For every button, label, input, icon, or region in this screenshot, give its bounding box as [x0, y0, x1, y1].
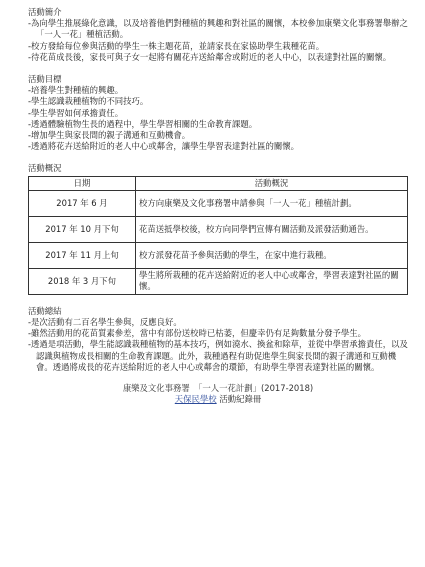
- column-header-overview: 活動概況: [136, 176, 408, 190]
- goals-heading: 活動目標: [28, 74, 62, 85]
- table-row: [29, 216, 408, 242]
- row-date: 2017 年 6 月: [29, 190, 136, 216]
- intro-section: [28, 7, 408, 63]
- table-row: [29, 268, 408, 294]
- footer-school-name: 天保民學校: [174, 394, 217, 405]
- goal-line: -透過體驗植物生長的過程中，學生學習相關的生命教育課題。: [28, 118, 258, 129]
- page-footer: [28, 383, 408, 405]
- table-row: [29, 242, 408, 268]
- intro-line: -校方發給每位參與活動的學生一株主題花苗，並請家長在家協助學生栽種花苗。: [28, 40, 325, 51]
- summary-line: -雖然活動用的花苗質素參差，當中有部份送校時已枯萎，但慶幸仍有足夠數量分發予學生。: [28, 328, 367, 339]
- row-date: 2017 年 11 月上旬: [29, 242, 136, 268]
- row-desc: 花苗送抵學校後，校方向同學們宣傳有關活動及派發活動通告。: [136, 216, 408, 242]
- overview-section: [28, 163, 408, 294]
- table-row: [29, 190, 408, 216]
- summary-line: -透過是項活動，學生能認識栽種植物的基本技巧，例如澆水、換盆和除草，並從中學習承擔責任，以及認識與植物成長相關的生命教育課題。此外，栽種過程有助促進學生與家長間的親子溝通和互動機會。透過將成長的花卉送給附近的老人中心或鄰舍的環節，有助學生學習表達對社區的關懷。: [28, 339, 408, 372]
- summary-heading: 活動總結: [28, 305, 62, 316]
- row-date: 2018 年 3 月下旬: [29, 268, 136, 294]
- row-date: 2017 年 10 月下旬: [29, 216, 136, 242]
- footer-record-title: 活動紀錄冊: [219, 394, 262, 405]
- goals-section: [28, 74, 408, 152]
- goal-line: -學生認識栽種植物的不同技巧。: [28, 96, 149, 107]
- column-header-date: 日期: [29, 176, 136, 190]
- table-header-row: [29, 176, 408, 190]
- row-desc: 校方向康樂及文化事務署申請參與「一人一花」種植計劃。: [136, 190, 408, 216]
- overview-heading: 活動概況: [28, 163, 62, 174]
- intro-heading: 活動簡介: [28, 7, 62, 17]
- summary-line: -是次活動有二百名學生參與，反應良好。: [28, 317, 182, 328]
- goal-line: -學生學習如何承擔責任。: [28, 107, 124, 118]
- footer-program-line: 康樂及文化事務署 「一人一花計劃」(2017-2018): [122, 383, 314, 394]
- goal-line: -培養學生對種植的興趣。: [28, 85, 124, 96]
- goal-line: -增加學生與家長間的親子溝通和互動機會。: [28, 130, 191, 141]
- goal-line: -透過將花卉送給附近的老人中心或鄰舍，讓學生學習表達對社區的關懷。: [28, 141, 300, 152]
- row-desc: 學生將所栽種的花卉送給附近的老人中心或鄰舍，學習表達對社區的關懷。: [136, 268, 408, 294]
- document-page: [28, 7, 408, 405]
- intro-line: -待花苗成長後，家長可與子女一起將有關花卉送給鄰舍或附近的老人中心，以表達對社區的關懷。: [28, 51, 392, 62]
- summary-section: [28, 306, 408, 373]
- intro-line: -為向學生推展綠化意識，以及培養他們對種植的興趣和對社區的關懷，本校參加康樂文化事務署舉辦之「一人一花」種植活動。: [28, 18, 408, 40]
- row-desc: 校方派發花苗予參與活動的學生，在家中進行栽種。: [136, 242, 408, 268]
- overview-table: [28, 176, 408, 295]
- footer-school-line: [28, 394, 408, 405]
